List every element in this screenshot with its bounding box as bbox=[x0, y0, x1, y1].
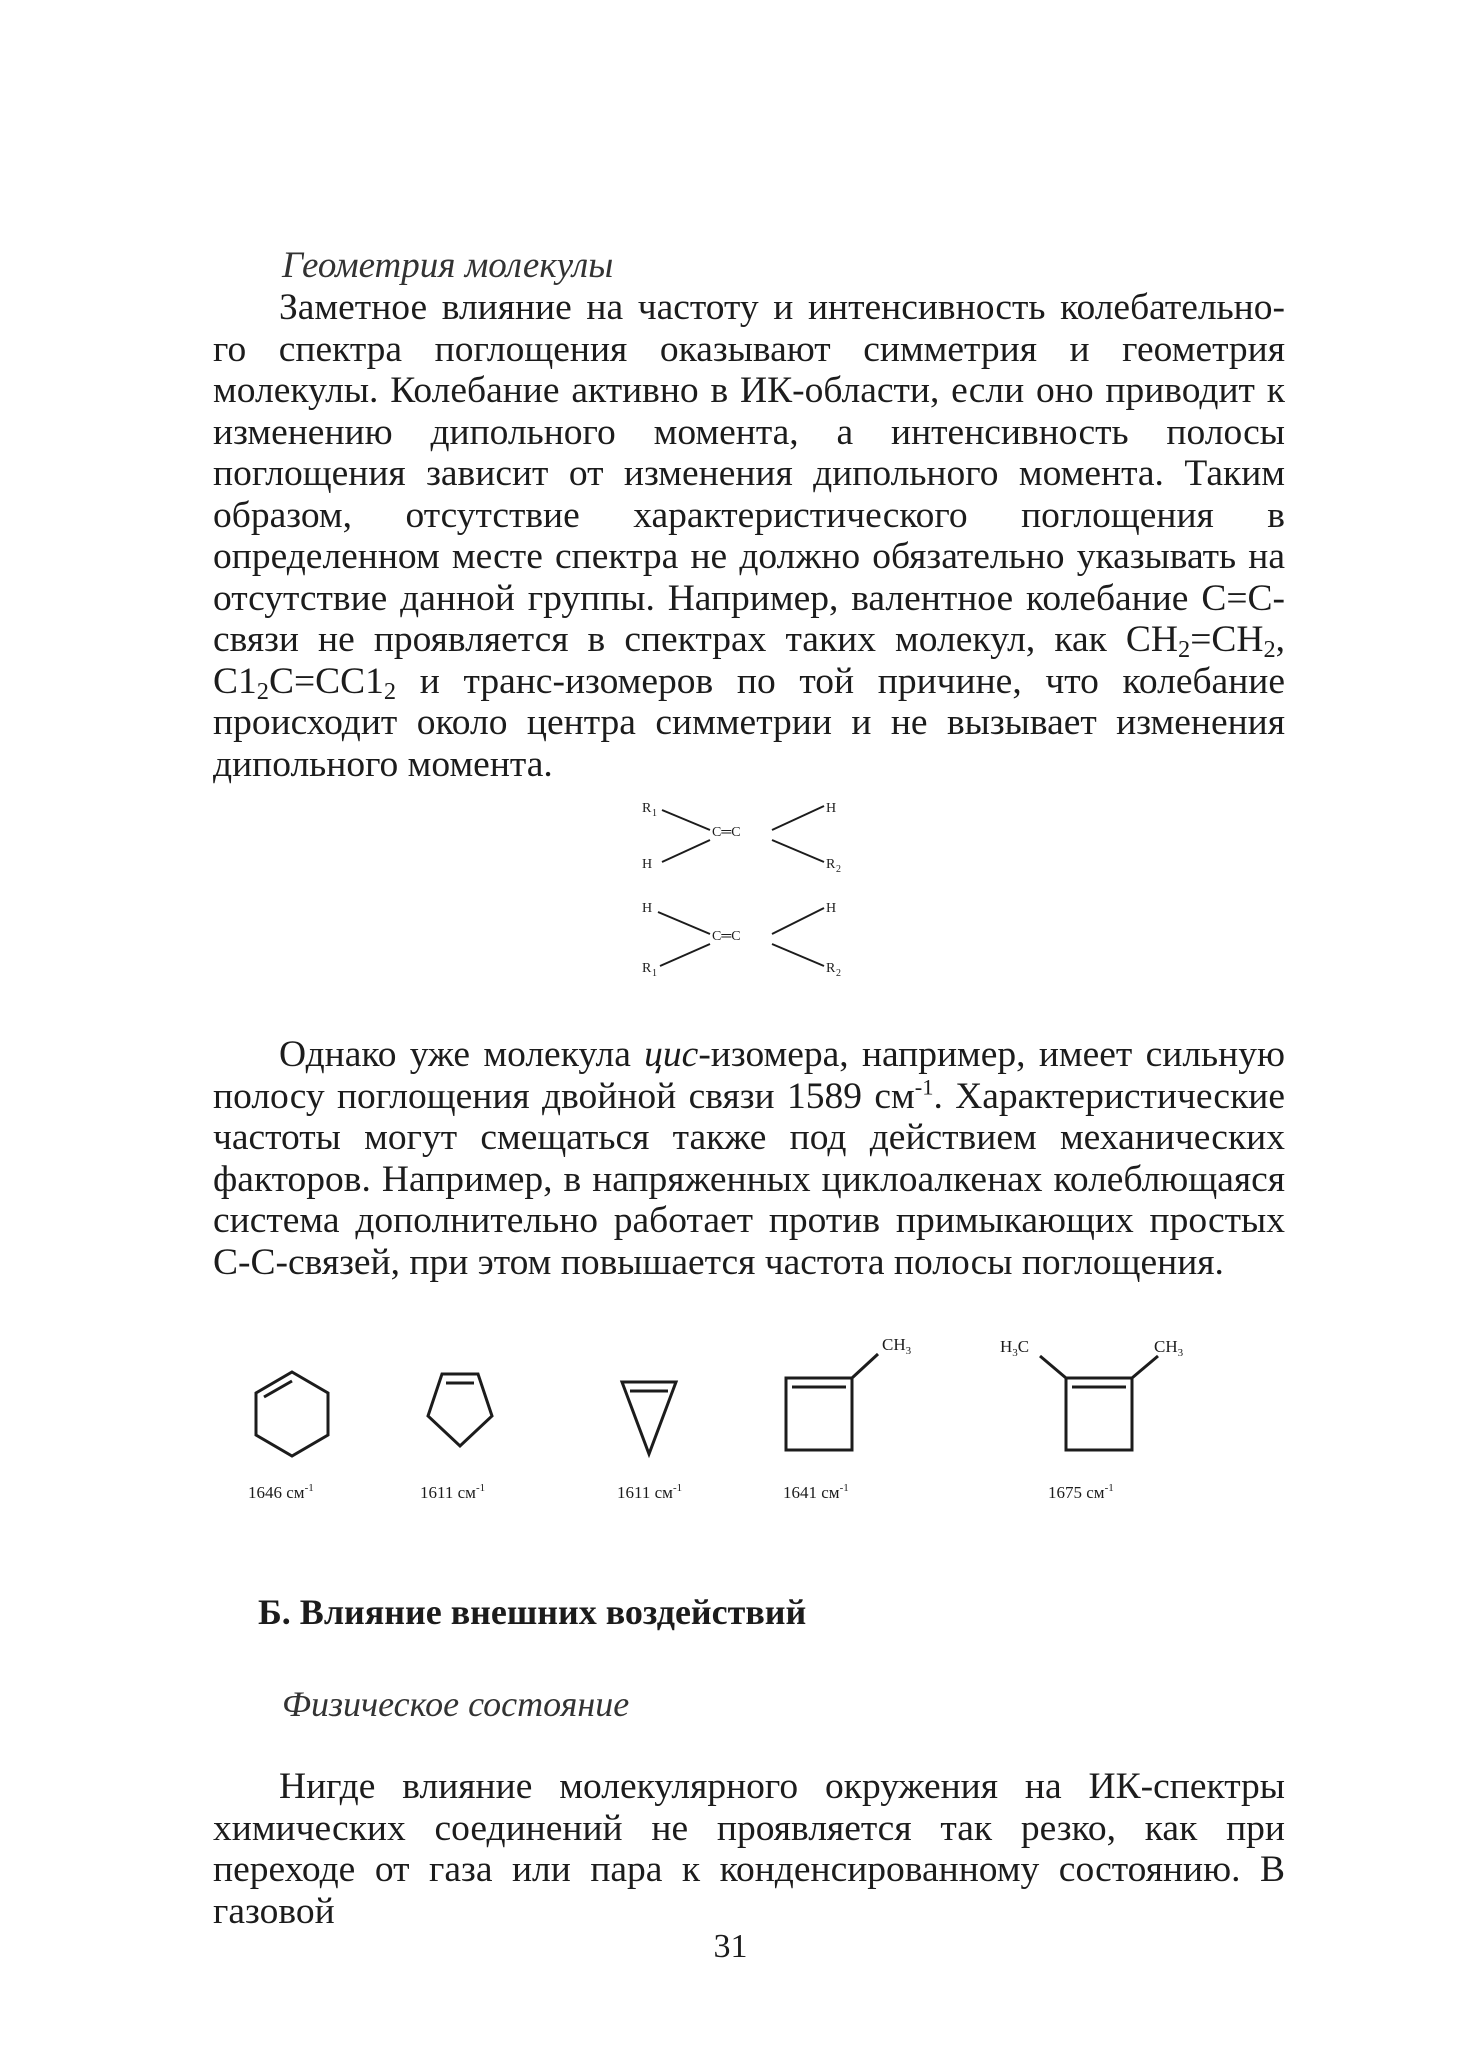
methyl-label: $CH_3$ bbox=[1154, 1337, 1184, 1359]
subheading-physical-state: Физическое состояние bbox=[282, 1684, 630, 1724]
svg-text:1: 1 bbox=[652, 968, 657, 979]
paragraph-text: го спектра поглощения оказывают симметрия и геометрия молекулы. Колебание активно в ИК-области, если оно приводит к изменению дипольного момента, а интенсивность полосы поглощения зависит от изменения дипольного момента. Таким образом, отсутствие характеристического поглощения в определенном месте спектра не должно обязательно указывать на отсутствие данной группы. Например, валентное колебание С=С-связи не проявляется в спектрах таких молекул, как bbox=[213, 328, 1285, 660]
frequency-label: 1675 $см^{-1}$ bbox=[1048, 1482, 1114, 1502]
paragraph-text: Заметное влияние на частоту и интенсивность колебательно- bbox=[279, 287, 1285, 328]
methyl-label: $CH_3$ bbox=[882, 1335, 912, 1357]
paragraph-geometry: Заметное влияние на частоту и интенсивность колебательно-го спектра поглощения оказывают симметрия и геометрия молекулы. Колебание активно в ИК-области, если оно приводит к изменению дипольного момента, а интенсивность полосы поглощения зависит от изменения дипольного момента. Таким образом, отсутствие характеристического поглощения в определенном месте спектра не должно обязательно указывать на отсутствие данной группы. Например, валентное колебание С=С-связи не проявляется в спектрах таких молекул, как $CH_2=CH_2$, $C1_2C=CC1_2$ и транс-изомеров по той причине, что колебание происходит около центра симметрии и не вызывает изменения дипольного момента. bbox=[213, 287, 1285, 785]
h-label: H bbox=[642, 901, 653, 916]
methyl-label: $H_3C$ bbox=[1000, 1337, 1030, 1359]
formula-ethylene: $CH_2=CH_2$ bbox=[1125, 619, 1276, 664]
frequency-labels bbox=[248, 1482, 1114, 1502]
frequency-label: 1646 $см^{-1}$ bbox=[248, 1482, 314, 1502]
svg-text:2: 2 bbox=[836, 968, 841, 979]
formula-dichloroethylene: $C1_2C=CC1_2$ bbox=[213, 660, 397, 705]
isomer-structures-figure bbox=[630, 790, 890, 990]
cyclohexene-structure bbox=[256, 1372, 328, 1456]
cycloalkene-substituents bbox=[882, 1335, 1184, 1359]
cycloalkenes-figure bbox=[230, 1330, 1190, 1510]
svg-text:2: 2 bbox=[836, 864, 841, 875]
cis-isomer-structure bbox=[642, 901, 841, 979]
cis-italic: цис bbox=[644, 1034, 699, 1075]
r2-label: R bbox=[826, 961, 836, 976]
trans-isomer-structure bbox=[642, 801, 841, 875]
subheading-molecule-geometry: Геометрия молекулы bbox=[282, 245, 614, 286]
h-label: H bbox=[826, 801, 837, 816]
frequency-label: 1611 $см^{-1}$ bbox=[420, 1482, 486, 1502]
double-bond-center: C═C bbox=[712, 825, 741, 840]
h-label: H bbox=[642, 857, 653, 872]
dimethylcyclobutene-structure bbox=[1040, 1356, 1158, 1450]
cyclopropene-structure bbox=[622, 1382, 676, 1454]
methylcyclobutene-structure bbox=[786, 1354, 878, 1450]
r1-label: R bbox=[642, 961, 652, 976]
page-number: 31 bbox=[713, 1928, 748, 1965]
svg-text:1: 1 bbox=[652, 808, 657, 819]
paragraph-physical-state: Нигде влияние молекулярного окружения на ИК-спектры химических соединений не проявляется так резко, как при переходе от газа или пара к конденсированному состоянию. В газовой bbox=[213, 1766, 1285, 1932]
r2-label: R bbox=[826, 857, 836, 872]
frequency-label: 1611 $см^{-1}$ bbox=[617, 1482, 683, 1502]
paragraph-cis-isomer: Однако уже молекула цис-изомера, например, имеет сильную полосу поглощения двойной связи 1589 $см^{-1}$. Характеристические частоты могут смещаться также под действием механических факторов. Например, в напряженных циклоалкенах колеблющаяся система дополнительно работает против примыкающих простых С-С-связей, при этом повышается частота полосы поглощения. bbox=[213, 1034, 1285, 1283]
double-bond-center: C═C bbox=[712, 929, 741, 944]
paragraph-text: и транс-изомеров по той причине, что колебание происходит около центра симметрии и не вызывает изменения дипольного момента. bbox=[213, 660, 1285, 785]
section-heading: Б. Влияние внешних воздействий bbox=[258, 1592, 807, 1632]
frequency-label: 1641 $см^{-1}$ bbox=[783, 1482, 849, 1502]
h-label: H bbox=[826, 901, 837, 916]
cyclopentene-structure bbox=[428, 1374, 492, 1446]
r1-label: R bbox=[642, 801, 652, 816]
